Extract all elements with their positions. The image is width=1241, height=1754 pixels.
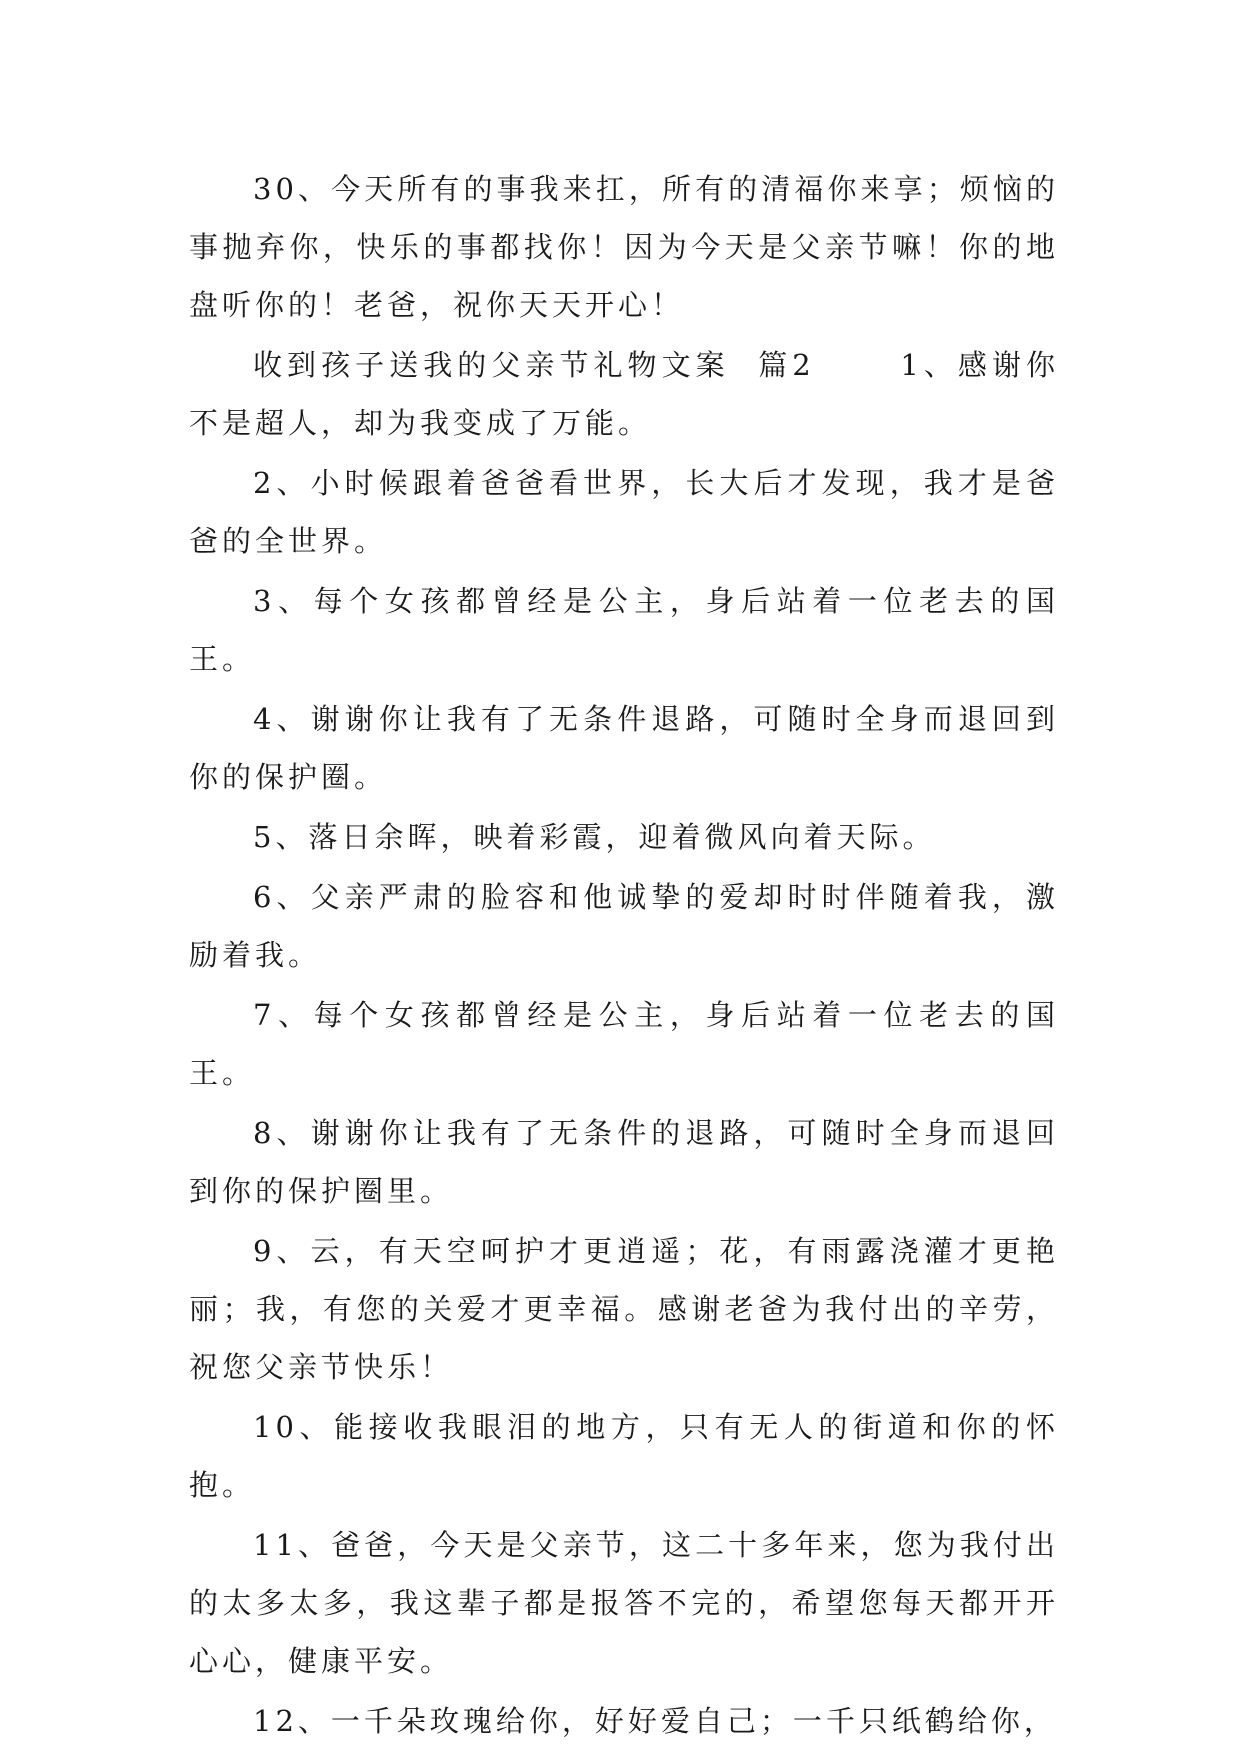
paragraph-2: 2、小时候跟着爸爸看世界，长大后才发现，我才是爸爸的全世界。 [189,466,1059,558]
paragraph-10: 10、能接收我眼泪的地方，只有无人的街道和你的怀抱。 [189,1410,1059,1502]
paragraph-5: 5、落日余晖，映着彩霞，迎着微风向着天际。 [253,820,936,854]
paragraph-11: 11、爸爸，今天是父亲节，这二十多年来，您为我付出的太多太多，我这辈子都是报答不完的，希望您每天都开开心心，健康平安。 [189,1528,1059,1678]
paragraph-3: 3、每个女孩都曾经是公主，身后站着一位老去的国王。 [189,584,1059,676]
paragraph-7: 7、每个女孩都曾经是公主，身后站着一位老去的国王。 [189,998,1059,1090]
paragraph-8: 8、谢谢你让我有了无条件的退路，可随时全身而退回到你的保护圈里。 [189,1116,1059,1208]
paragraph-4: 4、谢谢你让我有了无条件退路，可随时全身而退回到你的保护圈。 [189,702,1059,794]
paragraph-12: 12、一千朵玫瑰给你，好好爱自己；一千只纸鹤给你， [253,1704,1057,1738]
paragraph-section-2-intro: 收到孩子送我的父亲节礼物文案 篇2 1、感谢你不是超人，却为我变成了万能。 [189,348,1059,440]
paragraph-9: 9、云，有天空呵护才更逍遥；花，有雨露浇灌才更艳丽；我，有您的关爱才更幸福。感谢老爸为我付出的辛劳，祝您父亲节快乐！ [189,1234,1059,1384]
paragraph-30: 30、今天所有的事我来扛，所有的清福你来享；烦恼的事抛弃你，快乐的事都找你！因为今天是父亲节嘛！你的地盘听你的！老爸，祝你天天开心！ [189,172,1059,322]
paragraph-6: 6、父亲严肃的脸容和他诚挚的爱却时时伴随着我，激励着我。 [189,880,1059,972]
document-body [189,160,1059,1752]
